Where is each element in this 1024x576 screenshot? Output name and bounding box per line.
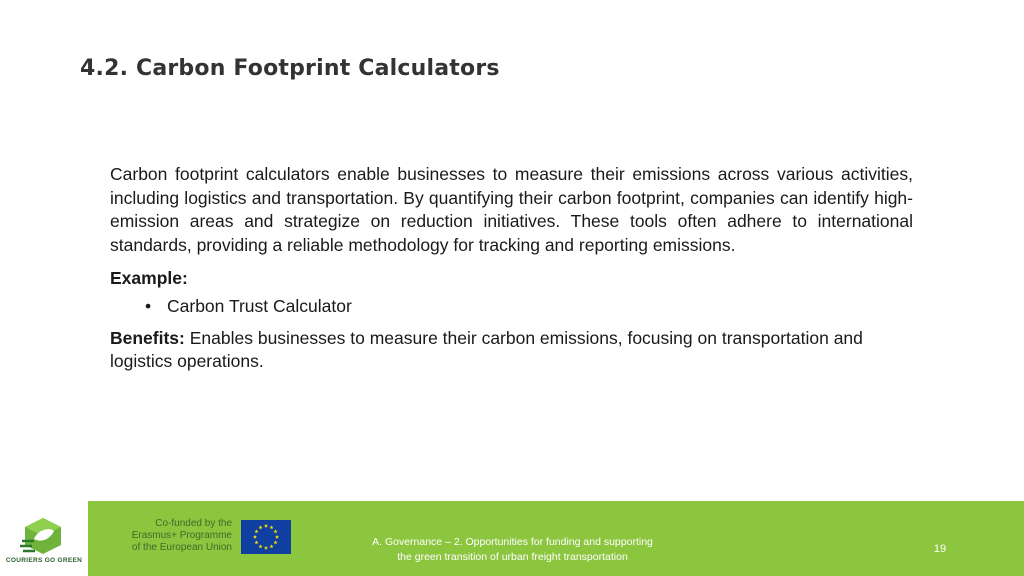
eu-star <box>273 540 277 544</box>
slide-title: 4.2. Carbon Footprint Calculators <box>80 56 500 81</box>
eu-star <box>258 544 262 548</box>
couriers-go-green-logo <box>0 501 88 576</box>
intro-paragraph: Carbon footprint calculators enable businesses to measure their emissions across various activities, including logistics and transportation. By quantifying their carbon footprint, companies can identify high-emission areas and strategize on reduction initiatives. These tools often adhere to international standards, providing a reliable methodology for tracking and reporting emissions. <box>110 164 913 255</box>
eu-star <box>273 529 277 533</box>
example-label: Example: <box>110 268 188 289</box>
cofunded-line: Erasmus+ Programme <box>131 530 232 541</box>
eu-star <box>264 524 268 528</box>
eu-star <box>275 535 279 539</box>
cofunded-line: Co-funded by the <box>155 518 232 529</box>
eu-star <box>253 535 257 539</box>
eu-star <box>269 544 273 548</box>
eu-star <box>258 525 262 529</box>
slide-body <box>110 163 913 374</box>
benefits-label: Benefits: <box>110 327 185 348</box>
example-list <box>110 295 913 319</box>
eu-star <box>254 540 258 544</box>
page-number: 19 <box>933 543 947 555</box>
benefits-text: Enables businesses to measure their carbon emissions, focusing on transportation and logistics operations. <box>110 327 863 372</box>
logo-text: COURIERS GO GREEN <box>5 557 83 564</box>
eu-star <box>254 529 258 533</box>
footer-caption <box>330 535 695 565</box>
eu-stars-icon <box>241 520 291 554</box>
caption-line: A. Governance – 2. Opportunities for funding and supporting <box>372 536 653 548</box>
caption-line: the green transition of urban freight transportation <box>397 551 628 563</box>
eu-flag-icon <box>241 520 291 554</box>
cofunded-text <box>118 518 232 554</box>
eu-star <box>269 525 273 529</box>
cofunded-line: of the European Union <box>131 542 232 553</box>
list-item: • Carbon Trust Calculator <box>145 295 913 319</box>
leaf-box-icon <box>20 515 66 557</box>
benefits-paragraph <box>110 327 913 374</box>
eu-star <box>264 546 268 550</box>
